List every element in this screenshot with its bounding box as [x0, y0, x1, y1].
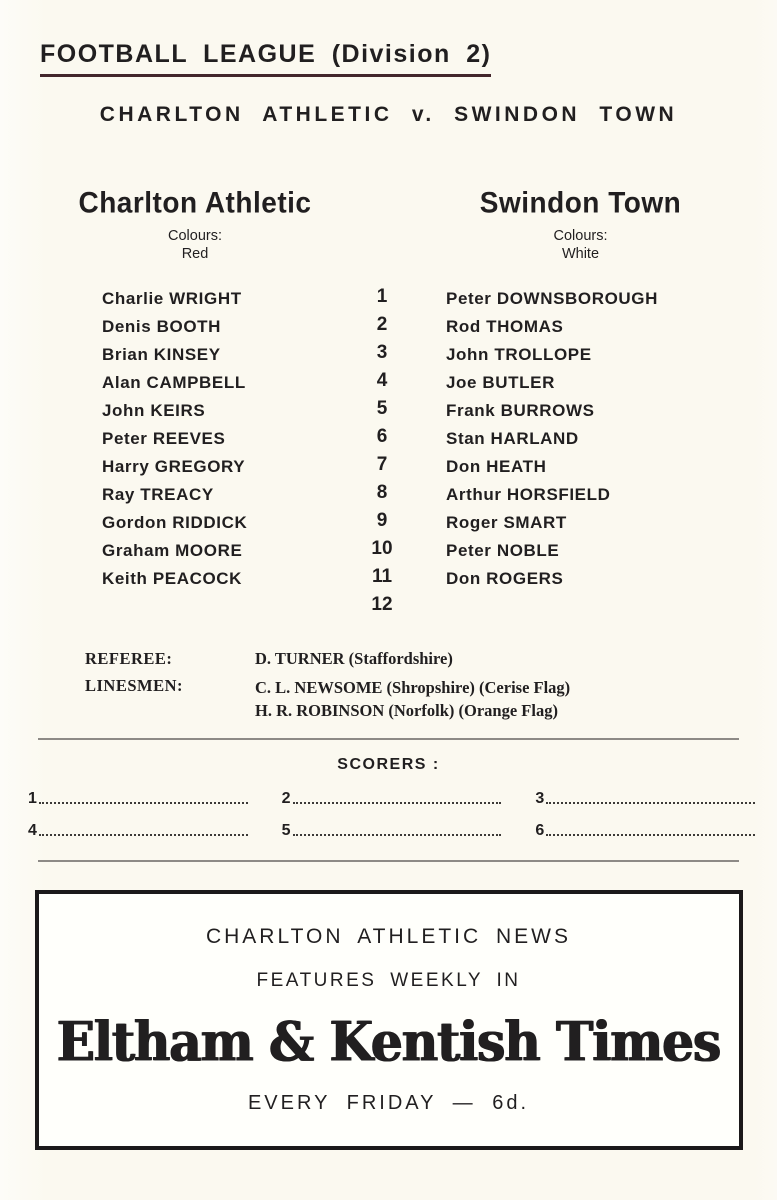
referee-label: REFEREE:	[85, 649, 173, 668]
away-player-list	[414, 285, 747, 593]
home-colours-value: Red	[181, 246, 209, 262]
advert-box	[35, 890, 743, 1150]
scorers-row-1	[28, 790, 755, 808]
scorers-row-2	[28, 822, 755, 840]
home-team-name: Charlton Athletic	[78, 186, 312, 219]
linesmen-names	[255, 676, 737, 722]
scorer-slot-4-number: 4	[28, 822, 37, 839]
away-team-colours	[414, 227, 747, 263]
away-player-5: Frank BURROWS	[446, 401, 595, 420]
shirt-number-8: 8	[376, 482, 388, 503]
home-player-10: Graham MOORE	[102, 541, 243, 560]
scorer-slot-4-line	[39, 834, 248, 836]
advert-footer-line: EVERY FRIDAY — 6d.	[247, 1092, 530, 1115]
scorer-slot-2	[282, 790, 502, 808]
shirt-number-column	[350, 187, 414, 619]
scorer-slot-5	[282, 822, 502, 840]
shirt-number-7: 7	[376, 454, 388, 475]
shirt-number-12: 12	[371, 594, 393, 615]
shirt-number-6: 6	[376, 426, 388, 447]
home-player-list	[40, 285, 350, 593]
shirt-number-5: 5	[376, 398, 388, 419]
home-player-4: Alan CAMPBELL	[102, 373, 246, 392]
away-player-11: Don ROGERS	[446, 569, 564, 588]
advert-headline: CHARLTON ATHLETIC NEWS	[205, 924, 572, 948]
shirt-number-11: 11	[371, 566, 393, 587]
shirt-number-10: 10	[371, 538, 393, 559]
shirt-number-4: 4	[376, 370, 388, 391]
home-player-9: Gordon RIDDICK	[102, 513, 248, 532]
home-player-8: Ray TREACY	[102, 485, 214, 504]
scorer-slot-6-line	[546, 834, 755, 836]
divider-top	[38, 738, 739, 740]
away-player-6: Stan HARLAND	[446, 429, 579, 448]
home-player-1: Charlie WRIGHT	[102, 289, 242, 308]
away-player-10: Peter NOBLE	[446, 541, 560, 560]
home-team-colours	[40, 227, 350, 263]
linesmen-label: LINESMEN:	[85, 676, 184, 695]
away-team-column	[414, 187, 747, 619]
home-player-2: Denis BOOTH	[102, 317, 222, 336]
shirt-number-9: 9	[376, 510, 388, 531]
team-sheet	[0, 187, 777, 619]
linesman-1: C. L. NEWSOME (Shropshire) (Cerise Flag)	[255, 678, 571, 697]
scorer-slot-5-line	[293, 834, 502, 836]
away-player-3: John TROLLOPE	[446, 345, 592, 364]
away-player-9: Roger SMART	[446, 513, 567, 532]
scorer-slot-2-line	[293, 802, 502, 804]
shirt-number-3: 3	[376, 342, 388, 363]
away-player-8: Arthur HORSFIELD	[446, 485, 611, 504]
shirt-number-2: 2	[376, 314, 388, 335]
scorer-slot-6-number: 6	[535, 822, 545, 839]
advert-brand-name: Eltham & Kentish Times	[56, 1010, 721, 1074]
scorer-slot-1-number: 1	[28, 790, 37, 807]
advert-subline: FEATURES WEEKLY IN	[256, 969, 521, 991]
scorer-slot-2-number: 2	[281, 790, 291, 807]
scorer-slot-4	[28, 822, 248, 840]
away-player-4: Joe BUTLER	[446, 373, 555, 392]
linesman-2: H. R. ROBINSON (Norfolk) (Orange Flag)	[255, 701, 558, 720]
divider-bottom	[38, 860, 739, 862]
home-player-6: Peter REEVES	[102, 429, 226, 448]
away-colours-value: White	[561, 246, 600, 262]
home-team-column	[40, 187, 350, 619]
referee-name: D. TURNER (Staffordshire)	[255, 649, 453, 668]
scorers-section	[0, 756, 777, 840]
home-player-5: John KEIRS	[102, 401, 206, 420]
scorer-slot-1	[28, 790, 248, 808]
officials-section	[85, 649, 737, 722]
scorer-slot-5-number: 5	[281, 822, 291, 839]
away-player-1: Peter DOWNSBOROUGH	[446, 289, 658, 308]
away-team-name: Swindon Town	[479, 186, 682, 219]
away-colours-label: Colours:	[553, 228, 608, 244]
home-player-3: Brian KINSEY	[102, 345, 221, 364]
scorers-heading: SCORERS :	[337, 756, 440, 773]
away-player-2: Rod THOMAS	[446, 317, 564, 336]
fixture-title: CHARLTON ATHLETIC v. SWINDON TOWN	[99, 103, 678, 126]
home-player-11: Keith PEACOCK	[102, 569, 243, 588]
shirt-number-1: 1	[376, 286, 388, 307]
home-player-7: Harry GREGORY	[102, 457, 246, 476]
scorer-slot-3	[535, 790, 755, 808]
header	[0, 0, 777, 127]
league-title: FOOTBALL LEAGUE (Division 2)	[40, 40, 491, 77]
scorer-slot-1-line	[39, 802, 248, 804]
away-player-7: Don HEATH	[446, 457, 547, 476]
scorer-slot-3-line	[546, 802, 755, 804]
home-colours-label: Colours:	[168, 228, 222, 244]
scorer-slot-3-number: 3	[535, 790, 545, 807]
scorer-slot-6	[535, 822, 755, 840]
